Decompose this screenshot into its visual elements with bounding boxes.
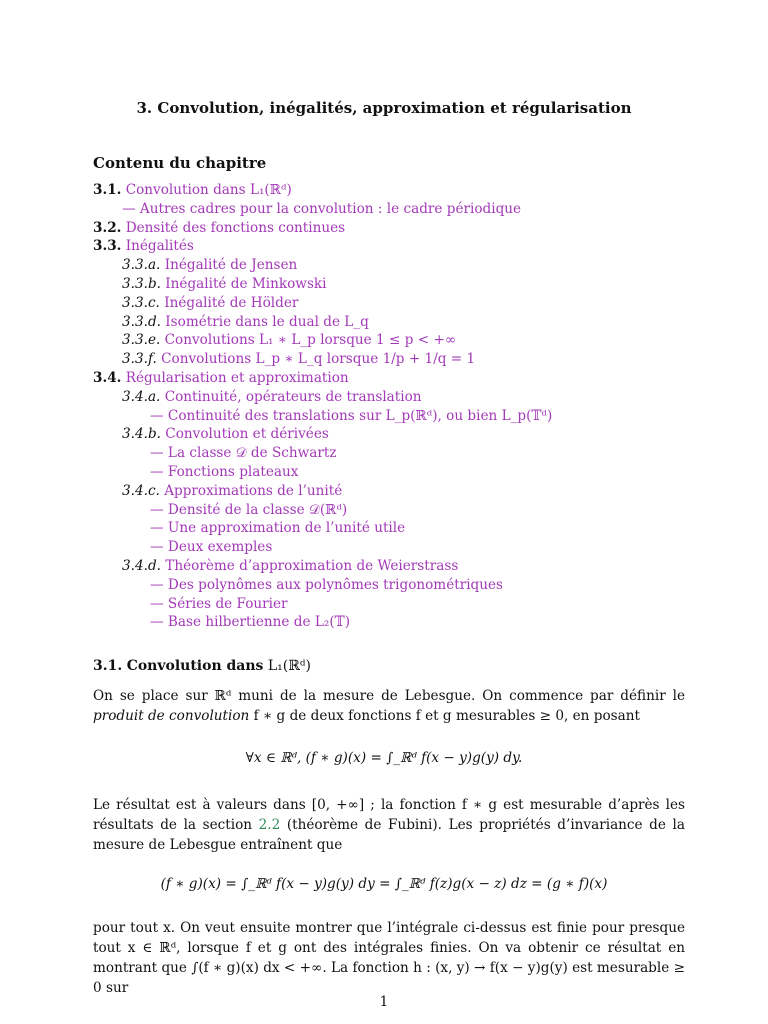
toc-item[interactable]	[93, 256, 693, 275]
toc-item-link[interactable]: Densité de la classe 𝒟(ℝᵈ)	[167, 501, 348, 518]
toc-item-number: 3.2.	[93, 219, 122, 236]
formula-convolution-definition: ∀x ∈ ℝᵈ, (f ∗ g)(x) = ∫_ℝᵈ f(x − y)g(y) dy.	[245, 750, 523, 766]
toc-item-link[interactable]: Approximations de l’unité	[164, 482, 343, 499]
toc-item-link[interactable]: Base hilbertienne de L₂(𝕋)	[167, 614, 351, 631]
toc-item-link[interactable]: Deux exemples	[167, 539, 273, 556]
toc-item-link[interactable]: Densité des fonctions continues	[125, 219, 346, 236]
toc-item-link[interactable]: Inégalité de Minkowski	[165, 275, 327, 292]
toc-item-number: 3.4.b.	[122, 426, 161, 443]
paragraph-1-text-b: f ∗ g de deux fonctions f et g mesurables ≥ 0, en posant	[249, 708, 640, 724]
toc-item-link[interactable]: La classe 𝒟 de Schwartz	[167, 445, 337, 462]
toc-item-number: —	[150, 595, 164, 612]
page-number: 1	[379, 994, 389, 1010]
toc-item[interactable]	[93, 463, 693, 482]
toc-item-number: 3.4.	[93, 369, 122, 386]
toc-item-number: 3.3.b.	[122, 275, 161, 292]
toc-item-link[interactable]: Convolution dans L₁(ℝᵈ)	[125, 182, 292, 198]
toc-item[interactable]	[93, 557, 693, 576]
toc-item[interactable]	[93, 331, 693, 350]
toc-item-number: 3.3.	[93, 238, 122, 255]
section-heading	[93, 658, 311, 674]
toc-item[interactable]	[93, 538, 693, 557]
paragraph-1-text-a: On se place sur ℝᵈ muni de la mesure de Lebesgue. On commence par définir le	[93, 688, 685, 704]
paragraph-1	[93, 686, 685, 726]
toc-item[interactable]	[93, 501, 693, 520]
toc-item-number: —	[150, 407, 164, 424]
chapter-title: 3. Convolution, inégalités, approximation et régularisation	[136, 99, 632, 117]
toc-item[interactable]	[93, 576, 693, 595]
toc-item-link[interactable]: Autres cadres pour la convolution : le cadre périodique	[139, 200, 522, 217]
formula-commutativity: (f ∗ g)(x) = ∫_ℝᵈ f(x − y)g(y) dy = ∫_ℝᵈ f(z)g(x − z) dz = (g ∗ f)(x)	[160, 876, 608, 892]
toc-item-number: —	[122, 200, 136, 217]
toc-item-link[interactable]: Théorème d’approximation de Weierstrass	[165, 557, 459, 574]
paragraph-2-text-a: Le résultat est à valeurs dans [0, +∞] ; la fonction f ∗ g est mesurable d’après les résultats de la section	[93, 797, 685, 833]
toc-item-link[interactable]: Une approximation de l’unité utile	[167, 520, 406, 537]
paragraph-3: pour tout x. On veut ensuite montrer que l’intégrale ci-dessus est finie pour presque tout x ∈ ℝᵈ, lorsque f et g ont des intégrales finies. On va obtenir ce résultat en montrant que ∫(f ∗ g)(x) dx < +∞. La fonction h : (x, y) → f(x − y)g(y) est mesurable ≥ 0 sur	[93, 920, 685, 996]
toc-item[interactable]	[93, 350, 693, 369]
toc-item-link[interactable]: Inégalité de Jensen	[164, 257, 298, 274]
toc-item-number: 3.4.d.	[122, 557, 161, 574]
toc-item-link[interactable]: Isométrie dans le dual de L_q	[165, 313, 369, 330]
toc-item-number: —	[150, 501, 164, 518]
toc-item-number: 3.4.a.	[122, 388, 161, 405]
toc-item-link[interactable]: Continuité, opérateurs de translation	[164, 388, 422, 405]
toc-item[interactable]	[93, 482, 693, 501]
toc-item[interactable]	[93, 219, 693, 238]
toc-item-number: 3.3.d.	[122, 313, 161, 330]
toc-item-number: —	[150, 463, 164, 480]
section-title: Convolution dans	[126, 658, 264, 674]
toc-item-number: —	[150, 539, 164, 556]
paragraph-2-text-b: (théorème de Fubini). Les propriétés d’invariance de la mesure de Lebesgue entraînent que	[93, 817, 685, 853]
toc-item[interactable]	[93, 275, 693, 294]
toc-item[interactable]	[93, 388, 693, 407]
toc-heading: Contenu du chapitre	[93, 154, 267, 172]
toc-item-link[interactable]: Fonctions plateaux	[167, 463, 299, 480]
section-reference-link[interactable]: 2.2	[258, 817, 281, 833]
toc-item-number: 3.4.c.	[122, 482, 160, 499]
toc-item-link[interactable]: Convolutions L₁ ∗ L_p lorsque 1 ≤ p < +∞	[164, 332, 457, 349]
table-of-contents	[93, 181, 693, 632]
toc-item-link[interactable]: Convolution et dérivées	[165, 426, 329, 443]
toc-item-number: —	[150, 445, 164, 462]
toc-item-number: —	[150, 576, 164, 593]
toc-item-link[interactable]: Continuité des translations sur L_p(ℝᵈ), ou bien L_p(𝕋ᵈ)	[167, 407, 553, 424]
toc-item-number: 3.3.a.	[122, 257, 161, 274]
toc-item-link[interactable]: Séries de Fourier	[167, 595, 288, 612]
toc-item-link[interactable]: Régularisation et approximation	[125, 369, 349, 386]
toc-item-number: —	[150, 614, 164, 631]
toc-item-number: 3.3.c.	[122, 294, 160, 311]
toc-item[interactable]	[93, 407, 693, 426]
toc-item[interactable]	[93, 294, 693, 313]
toc-item-number: 3.1.	[93, 182, 122, 198]
toc-item[interactable]	[93, 369, 693, 388]
toc-item-link[interactable]: Inégalités	[125, 238, 194, 255]
toc-item-link[interactable]: Convolutions L_p ∗ L_q lorsque 1/p + 1/q = 1	[161, 351, 476, 368]
toc-item-number: —	[150, 520, 164, 537]
toc-item-link[interactable]: Des polynômes aux polynômes trigonométriques	[167, 576, 504, 593]
toc-item[interactable]	[93, 613, 693, 632]
toc-item[interactable]	[93, 200, 693, 219]
toc-item[interactable]	[93, 595, 693, 614]
toc-item[interactable]	[93, 519, 693, 538]
toc-item-link[interactable]: Inégalité de Hölder	[164, 294, 299, 311]
section-number: 3.1.	[93, 658, 123, 674]
toc-item[interactable]	[93, 425, 693, 444]
paragraph-2	[93, 795, 685, 855]
toc-item-number: 3.3.e.	[122, 332, 161, 349]
toc-item[interactable]	[93, 237, 693, 256]
section-title-math: L₁(ℝᵈ)	[267, 658, 311, 674]
toc-item[interactable]	[93, 444, 693, 463]
paragraph-1-italic: produit de convolution	[93, 708, 250, 724]
toc-item[interactable]	[93, 313, 693, 332]
toc-item-number: 3.3.f.	[122, 351, 157, 368]
toc-item[interactable]	[93, 181, 693, 200]
